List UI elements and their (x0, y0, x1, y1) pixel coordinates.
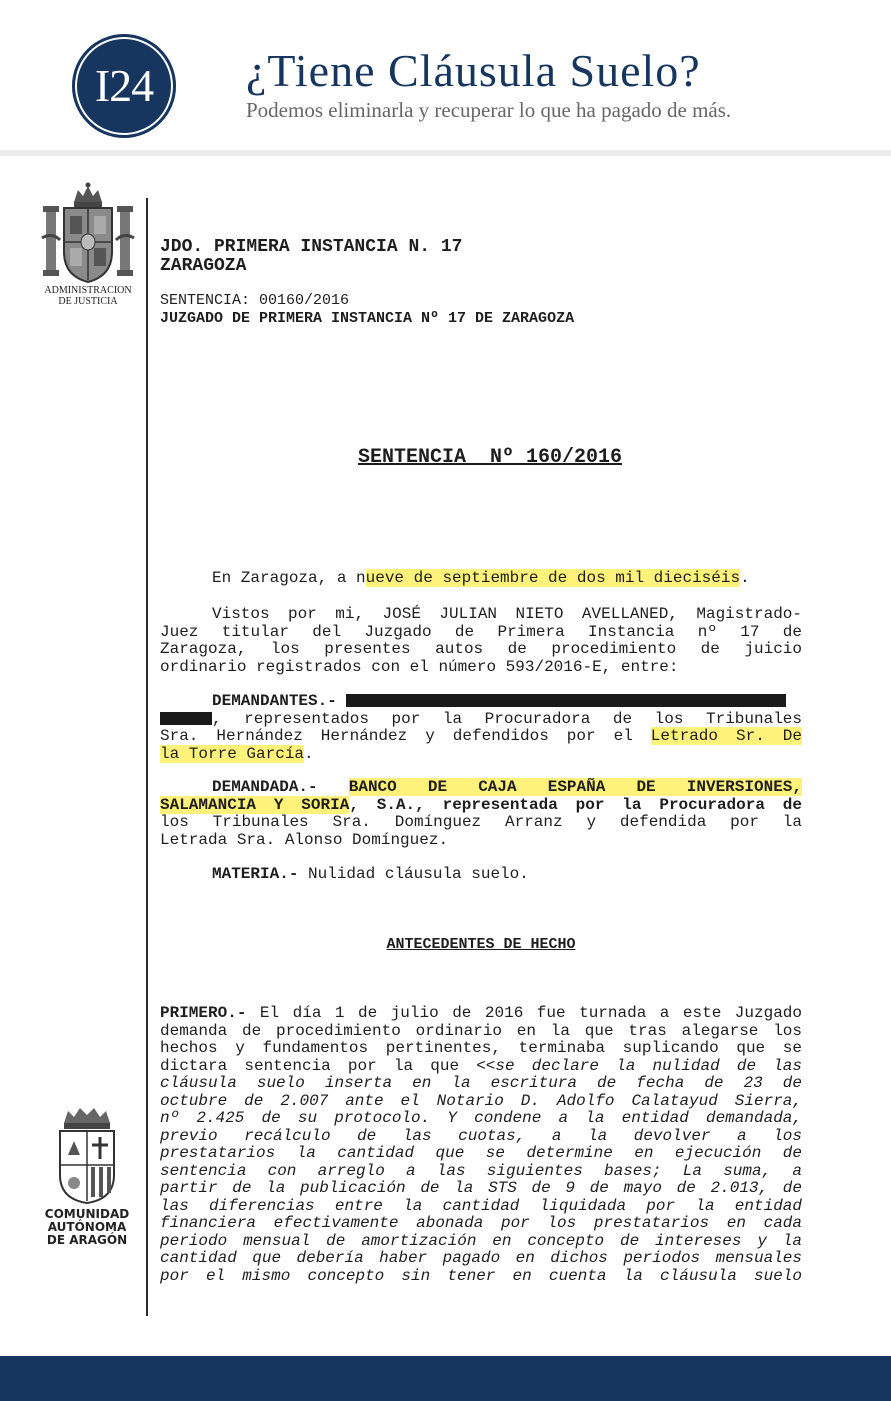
demandada-line: Letrada Sra. Alonso Domínguez. (160, 830, 449, 849)
vistos-line: Zaragoza, los presentes autos de procedimiento de juicio (160, 640, 802, 658)
date-paragraph (160, 570, 802, 588)
demandantes-paragraph (160, 693, 802, 763)
primero-line: nº 2.425 de su protocolo. Y condene a la entidad demandada, (160, 1109, 802, 1127)
vistos-line (160, 606, 802, 624)
primero-text: El día 1 de julio de 2016 fue turnada a este Juzgado (246, 1004, 802, 1022)
demandantes-line (160, 728, 802, 746)
bank-name-highlight: BANCO DE CAJA ESPAÑA DE INVERSIONES, (348, 778, 802, 796)
primero-line: partir de la publicación de la STS de 9 de mayo de 2.013, de (160, 1179, 802, 1197)
date-line (160, 570, 802, 588)
materia-label: MATERIA.- (212, 865, 299, 883)
comunidad-aragon-caption (40, 1208, 134, 1247)
seal-caption-line: DE JUSTICIA (58, 296, 118, 307)
demandantes-line (160, 711, 802, 729)
primero-line: cláusula suelo inserta en la escritura de fecha de 23 de (160, 1074, 802, 1092)
banner-subheadline: Podemos eliminarla y recuperar lo que ha pagado de más. (246, 98, 732, 122)
court-city: ZARAGOZA (160, 256, 247, 276)
demandada-line (160, 797, 802, 815)
primero-line: previo recálculo de las cuotas, a la devolver a los (160, 1126, 802, 1145)
spain-coat-of-arms-icon (38, 182, 138, 286)
aragon-coat-of-arms-icon (52, 1105, 122, 1205)
sentence-reference: SENTENCIA: 00160/2016 (160, 292, 350, 309)
demandantes-label: DEMANDANTES.- (212, 692, 337, 710)
demandantes-line (160, 693, 802, 711)
demandantes-text: Sra. Hernández Hernández y defendidos por el (160, 727, 651, 745)
date-highlight: ueve de septiembre de dos mil dieciséis (365, 569, 741, 587)
date-suffix: . (740, 569, 750, 587)
primero-line: hechos y fundamentos pertinentes, terminaba suplicando que se (160, 1039, 802, 1057)
footer-bar (0, 1356, 891, 1401)
primero-line (160, 1005, 802, 1023)
demandada-text: , S.A., representada por la Procuradora de (349, 795, 803, 814)
vistos-line: ordinario registrados con el número 593/2016-E, entre: (160, 657, 679, 676)
redacted-name-block (160, 712, 212, 725)
primero-line: las diferencias entre la cantidad liquidada por la entidad (160, 1196, 802, 1215)
vistos-paragraph (160, 606, 802, 676)
primero-label: PRIMERO.- (160, 1004, 247, 1022)
demandada-paragraph (160, 779, 802, 849)
court-full-name: JUZGADO DE PRIMERA INSTANCIA Nº 17 DE ZARAGOZA (160, 310, 575, 327)
demandantes-text: , representados por la Procuradora de los Tribunales (212, 709, 802, 728)
seal-caption-line: AUTÓNOMA (47, 1220, 127, 1234)
banner-divider (0, 150, 891, 156)
document-margin-line (146, 198, 148, 1316)
administracion-justicia-caption (38, 285, 138, 307)
bank-name-highlight: SALAMANCIA Y SORIA (160, 795, 350, 814)
sentence-heading-text: SENTENCIA Nº 160/2016 (357, 446, 623, 469)
promo-banner (0, 0, 891, 150)
i24-logo-text: I24 (94, 60, 154, 111)
seal-caption-line: DE ARAGÓN (46, 1233, 128, 1247)
i24-logo (72, 34, 176, 138)
antecedentes-heading: ANTECEDENTES DE HECHO (386, 936, 576, 953)
primero-line: prestatarios la cantidad que se determine en ejecución de (160, 1144, 802, 1162)
primero-text: dictara sentencia por la que << (160, 1056, 496, 1075)
demandantes-line (160, 746, 802, 764)
vistos-text: Vistos por mi, JOSÉ JULIAN NIETO AVELLANED, Magistrado- (212, 605, 802, 623)
primero-italic-text: se declare la nulidad de las (495, 1056, 803, 1075)
vistos-line: Juez titular del Juzgado de Primera Instancia nº 17 de (160, 622, 802, 641)
letrado-highlight: la Torre García (160, 744, 305, 763)
materia-paragraph (160, 866, 802, 884)
primero-line: financiera efectivamente abonada por los prestatarios en cada (160, 1214, 802, 1232)
primero-line: octubre de 2.007 ante el Notario D. Adolfo Calatayud Sierra, (160, 1091, 802, 1110)
demandada-line (160, 779, 802, 797)
date-prefix: En Zaragoza, a n (212, 569, 366, 587)
primero-line: por el mismo concepto sin tener en cuenta la cláusula suelo (160, 1266, 802, 1285)
seal-caption-line: ADMINISTRACION (44, 285, 132, 296)
primero-line: sentencia con arreglo a las siguientes bases; La suma, a (160, 1161, 802, 1180)
seal-caption-line: COMUNIDAD (44, 1207, 130, 1221)
primero-line: periodo mensual de amortización en concepto de intereses y la (160, 1231, 802, 1250)
demandada-line: los Tribunales Sra. Domínguez Arranz y defendida por la (160, 813, 802, 831)
primero-line: cantidad que debería haber pagado en dichos periodos mensuales (160, 1249, 802, 1267)
demandantes-text: . (304, 744, 314, 763)
sentence-heading (160, 446, 820, 469)
letrado-highlight: Letrado Sr. De (650, 727, 802, 745)
demandada-label: DEMANDADA.- (212, 778, 318, 796)
primero-line: demanda de procedimiento ordinario en la que tras alegarse los (160, 1021, 802, 1040)
redacted-name-block (346, 694, 786, 707)
primero-paragraph (160, 1005, 802, 1285)
court-title: JDO. PRIMERA INSTANCIA N. 17 (160, 237, 463, 257)
banner-headline: ¿Tiene Cláusula Suelo? (246, 45, 701, 96)
materia-line (160, 866, 802, 884)
materia-value: Nulidad cláusula suelo. (298, 865, 529, 883)
primero-line (160, 1058, 802, 1076)
